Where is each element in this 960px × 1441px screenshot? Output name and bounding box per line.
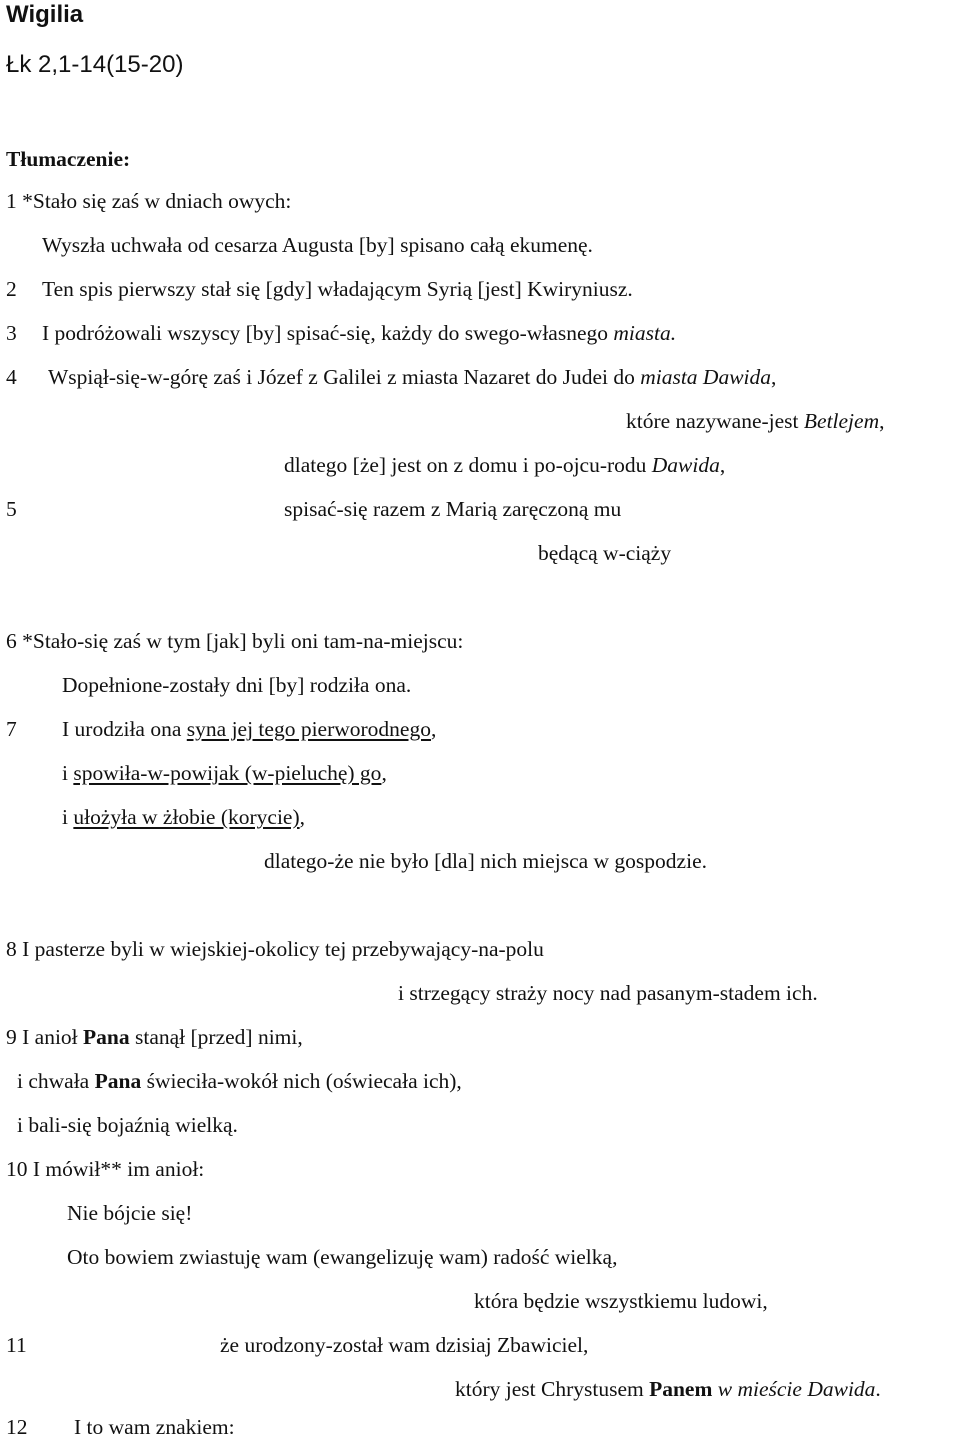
bold-run: Panem xyxy=(649,1377,713,1401)
text-run: dlatego [że] jest on z domu i po-ojcu-rodu xyxy=(284,453,652,477)
text-run: 9 I anioł xyxy=(6,1025,84,1049)
verse-line-7 xyxy=(284,451,725,479)
verse-line-14 xyxy=(62,803,305,831)
text-run: . xyxy=(875,1377,881,1401)
verse-line-4 xyxy=(42,319,676,347)
text-run: , xyxy=(299,805,305,829)
verse-line-8: spisać-się razem z Marią zaręczoną mu xyxy=(284,497,622,521)
bold-run: Pana xyxy=(94,1069,142,1093)
verse-number-2: 2 xyxy=(6,277,17,301)
text-run: i xyxy=(62,761,74,785)
verse-line-19 xyxy=(17,1067,462,1095)
italic-run: miasta Dawida xyxy=(640,365,772,389)
verse-line-21: 10 I mówił** im anioł: xyxy=(6,1157,205,1181)
verse-line-15: dlatego-że nie było [dla] nich miejsca w gospodzie. xyxy=(264,849,707,873)
verse-number-11: 11 xyxy=(6,1333,27,1357)
italic-run: Dawida xyxy=(651,453,720,477)
underlined-run: syna jej tego pierworodnego xyxy=(186,717,431,741)
verse-number-12: 12 xyxy=(6,1415,28,1439)
verse-line-25: że urodzony-został wam dzisiaj Zbawiciel, xyxy=(220,1333,589,1357)
text-run: które nazywane-jest xyxy=(626,409,804,433)
bold-run: Pana xyxy=(83,1025,130,1049)
verse-number-5: 5 xyxy=(6,497,17,521)
text-run: I urodziła ona xyxy=(62,717,187,741)
verse-line-6 xyxy=(626,407,884,435)
text-run: który jest Chrystusem xyxy=(455,1377,650,1401)
text-run: i xyxy=(62,805,74,829)
verse-line-10: 6 *Stało-się zaś w tym [jak] byli oni tam-na-miejscu: xyxy=(6,629,464,653)
italic-run: w mieście Dawida xyxy=(717,1377,876,1401)
verse-number-7: 7 xyxy=(6,717,17,741)
text-run: Wspiął-się-w-górę zaś i Józef z Galilei z miasta Nazaret do Judei do xyxy=(48,365,641,389)
verse-number-4: 4 xyxy=(6,365,17,389)
verse-line-22: Nie bójcie się! xyxy=(67,1201,193,1225)
underlined-run: ułożyła w żłobie (korycie) xyxy=(73,805,300,829)
verse-line-1: 1 *Stało się zaś w dniach owych: xyxy=(6,189,292,213)
verse-line-24: która będzie wszystkiemu ludowi, xyxy=(474,1289,768,1313)
section-heading: Tłumaczenie: xyxy=(6,147,131,171)
verse-line-5 xyxy=(48,363,776,391)
verse-line-12 xyxy=(62,715,436,743)
verse-line-16: 8 I pasterze byli w wiejskiej-okolicy tej przebywający-na-polu xyxy=(6,937,544,961)
text-run: , xyxy=(879,409,885,433)
verse-line-17: i strzegący straży nocy nad pasanym-stadem ich. xyxy=(398,981,818,1005)
verse-line-20: i bali-się bojaźnią wielką. xyxy=(17,1113,238,1137)
verse-line-27: I to wam znakiem: xyxy=(74,1415,235,1439)
text-run: , xyxy=(719,453,726,477)
italic-run: miasta. xyxy=(613,321,677,345)
verse-line-2: Wyszła uchwała od cesarza Augusta [by] spisano całą ekumenę. xyxy=(42,233,593,257)
verse-line-9: będącą w-ciąży xyxy=(538,541,672,565)
verse-line-3: Ten spis pierwszy stał się [gdy] władającym Syrią [jest] Kwiryniusz. xyxy=(42,277,633,301)
text-run: , xyxy=(430,717,437,741)
document-subtitle: Łk 2,1-14(15-20) xyxy=(6,51,184,78)
underlined-run: spowiła-w-powijak (w-pieluchę) go xyxy=(73,761,382,785)
verse-line-18 xyxy=(6,1023,303,1051)
document-title: Wigilia xyxy=(6,1,84,28)
text-run: I podróżowali wszyscy [by] spisać-się, każdy do swego-własnego xyxy=(42,321,614,345)
text-run: , xyxy=(771,365,777,389)
verse-line-26 xyxy=(455,1375,881,1403)
text-run: świeciła-wokół nich (oświecała ich), xyxy=(141,1069,462,1093)
verse-number-3: 3 xyxy=(6,321,17,345)
verse-line-13 xyxy=(62,759,387,787)
verse-line-11: Dopełnione-zostały dni [by] rodziła ona. xyxy=(62,673,412,697)
italic-run: Betlejem xyxy=(803,409,880,433)
text-run: i chwała xyxy=(17,1069,95,1093)
verse-line-23: Oto bowiem zwiastuję wam (ewangelizuję wam) radość wielką, xyxy=(67,1245,618,1269)
text-run: , xyxy=(381,761,387,785)
text-run: stanął [przed] nimi, xyxy=(129,1025,303,1049)
